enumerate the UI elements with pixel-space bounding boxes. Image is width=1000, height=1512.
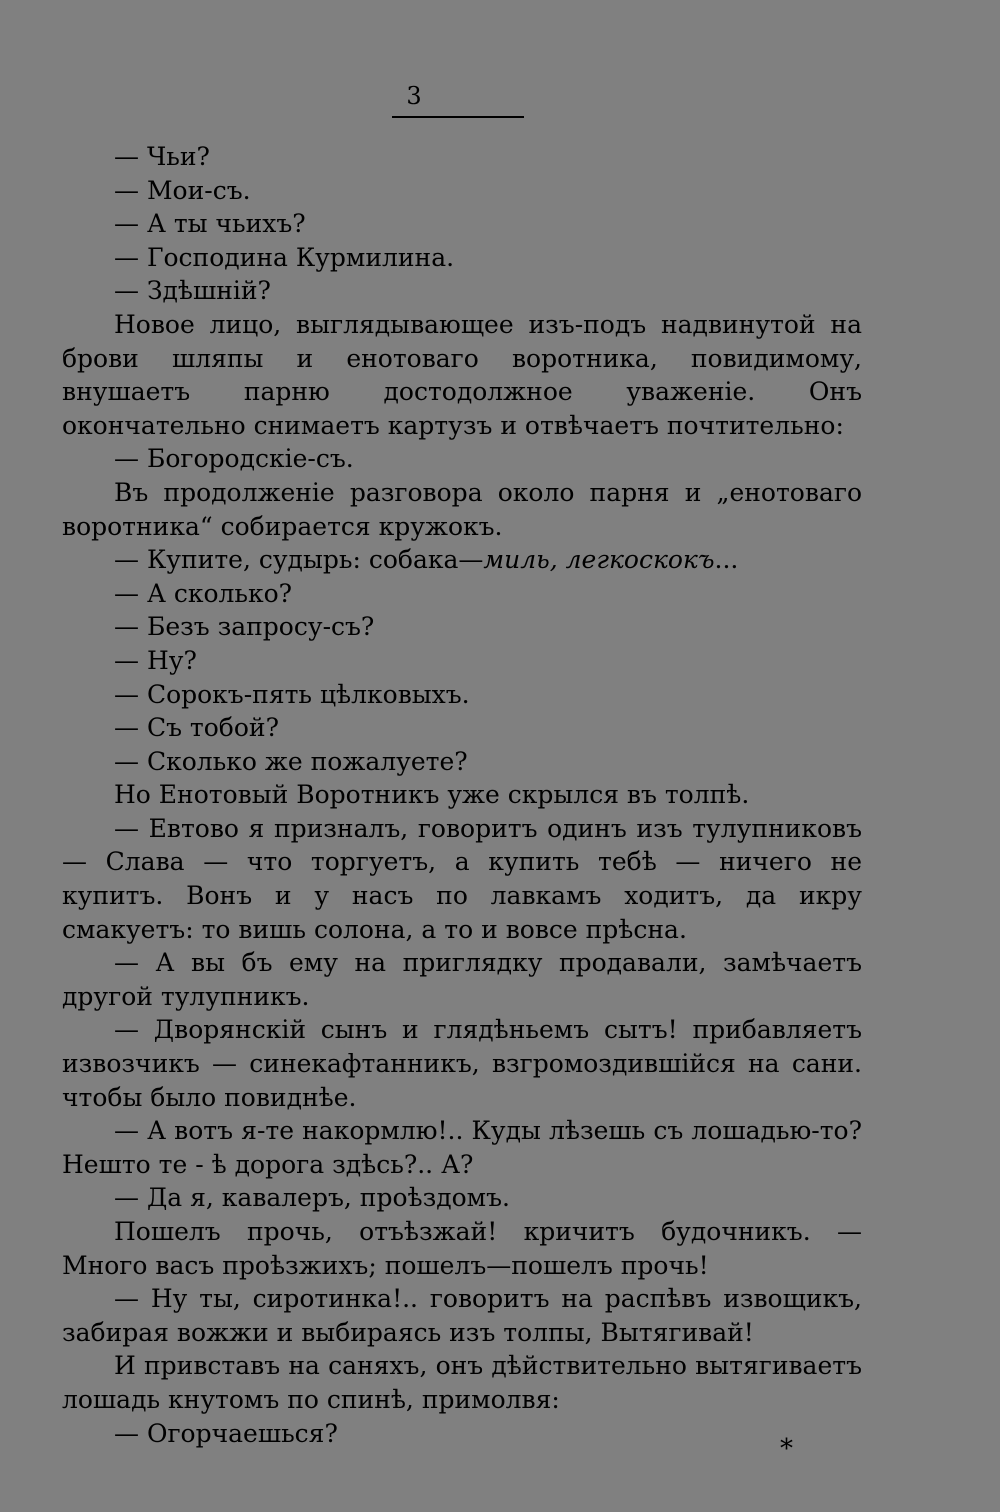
page-number-rule: [392, 116, 524, 118]
paragraph-1: — Чьи?: [114, 142, 210, 171]
footer-asterisk: *: [780, 1434, 793, 1464]
paragraph-19: — Дворянскій сынъ и глядѣньемъ сытъ! прибавляетъ извозчикъ — синекафтанникъ, взгромоздившійся на сани. чтобы было повиднѣе.: [62, 1015, 862, 1112]
paragraph-21: — Да я, кавалеръ, проѣздомъ.: [114, 1183, 510, 1213]
paragraph-5: — Здѣшній?: [114, 276, 271, 306]
paragraph-18: — А вы бъ ему на приглядку продавали, замѣчаетъ другой тулупникъ.: [62, 948, 862, 1011]
paragraph-7: — Богородскіе-съ.: [114, 444, 354, 474]
paragraph-10: — А сколько?: [114, 578, 293, 608]
paragraph-9: [62, 543, 862, 577]
paragraph-6: Новое лицо, выглядывающее изъ-подъ надвинутой на брови шляпы и енотоваго воротника, повидимому, внушаетъ парню достодолжное уваженіе. Онъ окончательно снимаетъ картузъ и отвѣчаетъ почтительно:: [62, 309, 862, 440]
paragraph-16: Но Енотовый Воротникъ уже скрылся въ толпѣ.: [114, 780, 750, 810]
page-number: 3: [406, 82, 422, 110]
paragraph-12: — Ну?: [114, 645, 197, 675]
paragraph-20: — А вотъ я-те накормлю!.. Куды лѣзешь съ лошадью-то? Нешто те - ѣ дорога здѣсь?.. А?: [62, 1116, 862, 1179]
paragraph-3: — А ты чьихъ?: [114, 209, 306, 239]
paragraph-9-text: — Купите, судырь: собака—: [114, 545, 484, 575]
page-text: [62, 140, 862, 1450]
paragraph-22: Пошелъ прочь, отъѣзжай! кричитъ будочникъ. — Много васъ проѣзжихъ; пошелъ—пошелъ прочь!: [62, 1217, 862, 1280]
paragraph-13: — Сорокъ-пять цѣлковыхъ.: [114, 679, 470, 709]
ellipsis: ...: [714, 545, 739, 575]
paragraph-14: — Съ тобой?: [114, 713, 279, 743]
paragraph-25: — Огорчаешься?: [114, 1418, 338, 1448]
paragraph-24: И привставъ на саняхъ, онъ дѣйствительно вытягиваетъ лошадь кнутомъ по спинѣ, примолвя:: [62, 1351, 862, 1414]
paragraph-2: — Мои-съ.: [114, 175, 251, 205]
paragraph-8: Въ продолженіе разговора около парня и „енотоваго воротника“ собирается кружокъ.: [62, 477, 862, 541]
italic-phrase: миль, легкоскокъ: [483, 545, 715, 575]
paragraph-4: — Господина Курмилина.: [114, 242, 455, 272]
paragraph-17: — Евтово я призналъ, говоритъ одинъ изъ тулупниковъ — Слава — что торгуетъ, а купить тебѣ — ничего не купитъ. Вонъ и у насъ по лавкамъ ходитъ, да икру смакуетъ: то вишь солона, а то и вовсе прѣсна.: [62, 813, 862, 944]
paragraph-23: — Ну ты, сиротинка!.. говоритъ на распѣвъ извощикъ, забирая вожжи и выбираясь изъ толпы, Вытягивай!: [62, 1284, 862, 1347]
paragraph-15: — Сколько же пожалуете?: [114, 746, 468, 776]
paragraph-11: — Безъ запросу-съ?: [114, 612, 375, 642]
